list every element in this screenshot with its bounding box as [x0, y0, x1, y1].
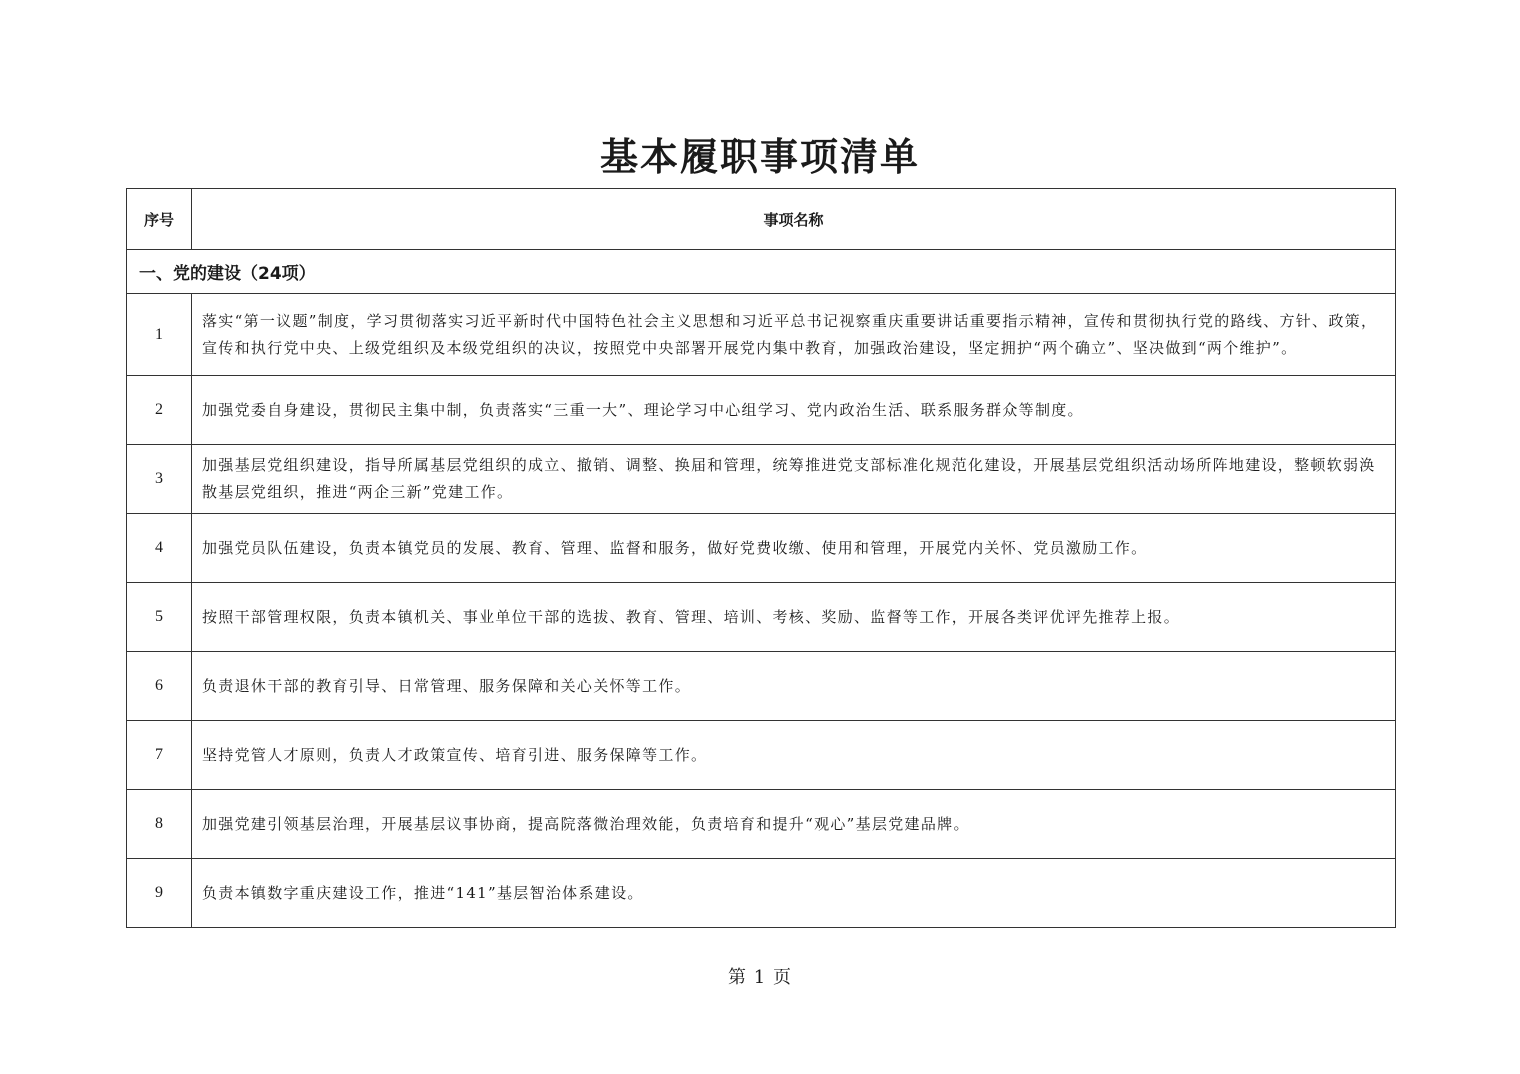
table-row	[127, 583, 1396, 652]
row-index: 5	[127, 583, 192, 652]
section-row	[127, 250, 1396, 294]
page-title: 基本履职事项清单	[599, 134, 920, 179]
row-index: 4	[127, 514, 192, 583]
header-index: 序号	[127, 189, 192, 250]
row-text: 加强党建引领基层治理，开展基层议事协商，提高院落微治理效能，负责培育和提升“观心”基层党建品牌。	[192, 790, 1396, 859]
section-label: 一、党的建设（24项）	[127, 250, 1396, 294]
row-index: 2	[127, 376, 192, 445]
table-row	[127, 514, 1396, 583]
row-text: 按照干部管理权限，负责本镇机关、事业单位干部的选拔、教育、管理、培训、考核、奖励、监督等工作，开展各类评优评先推荐上报。	[192, 583, 1396, 652]
row-index: 8	[127, 790, 192, 859]
row-text: 落实“第一议题”制度，学习贯彻落实习近平新时代中国特色社会主义思想和习近平总书记视察重庆重要讲话重要指示精神，宣传和贯彻执行党的路线、方针、政策，宣传和执行党中央、上级党组织及本级党组织的决议，按照党中央部署开展党内集中教育，加强政治建设，坚定拥护“两个确立”、坚决做到“两个维护”。	[192, 294, 1396, 376]
table-row	[127, 294, 1396, 376]
row-text: 坚持党管人才原则，负责人才政策宣传、培育引进、服务保障等工作。	[192, 721, 1396, 790]
row-index: 3	[127, 445, 192, 514]
row-text: 加强基层党组织建设，指导所属基层党组织的成立、撤销、调整、换届和管理，统筹推进党支部标准化规范化建设，开展基层党组织活动场所阵地建设，整顿软弱涣散基层党组织，推进“两企三新”党建工作。	[192, 445, 1396, 514]
page-number: 第 1 页	[728, 967, 792, 988]
table-row	[127, 652, 1396, 721]
row-text: 负责本镇数字重庆建设工作，推进“141”基层智治体系建设。	[192, 859, 1396, 928]
header-item-name: 事项名称	[192, 189, 1396, 250]
row-index: 1	[127, 294, 192, 376]
row-index: 6	[127, 652, 192, 721]
duty-items-table	[126, 188, 1396, 928]
table-row	[127, 790, 1396, 859]
table-row	[127, 445, 1396, 514]
table-row	[127, 859, 1396, 928]
table-row	[127, 376, 1396, 445]
row-text: 加强党委自身建设，贯彻民主集中制，负责落实“三重一大”、理论学习中心组学习、党内政治生活、联系服务群众等制度。	[192, 376, 1396, 445]
table-header-row	[127, 189, 1396, 250]
row-text: 加强党员队伍建设，负责本镇党员的发展、教育、管理、监督和服务，做好党费收缴、使用和管理，开展党内关怀、党员激励工作。	[192, 514, 1396, 583]
row-index: 7	[127, 721, 192, 790]
row-index: 9	[127, 859, 192, 928]
table-row	[127, 721, 1396, 790]
row-text: 负责退休干部的教育引导、日常管理、服务保障和关心关怀等工作。	[192, 652, 1396, 721]
